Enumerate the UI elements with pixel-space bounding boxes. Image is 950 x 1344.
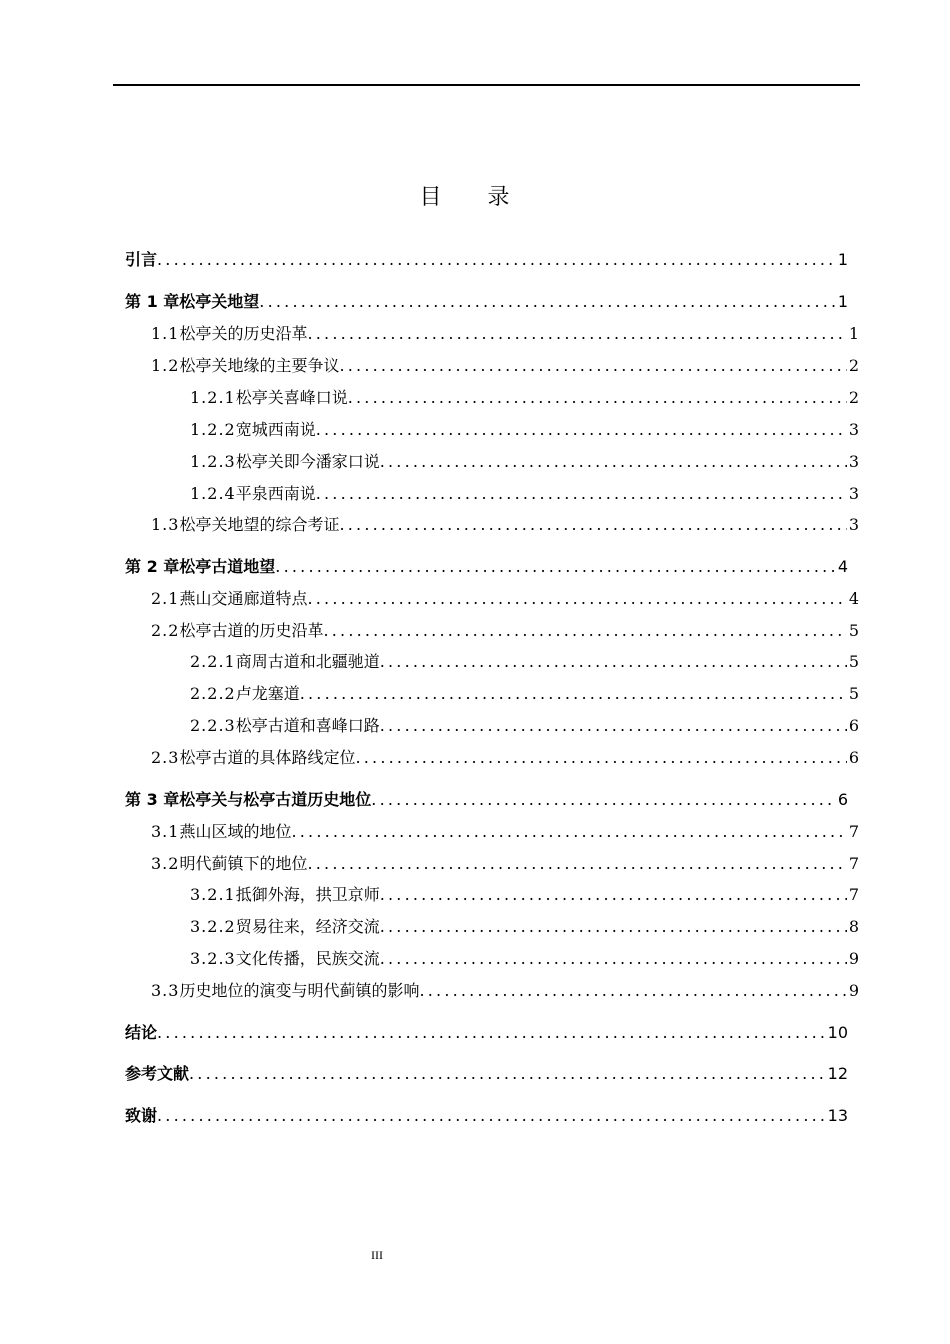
toc-entry-number: 1.1 bbox=[151, 324, 180, 343]
toc-entry-title: 松亭古道地望 bbox=[179, 557, 276, 576]
toc-dot-leader bbox=[189, 1062, 826, 1086]
toc-dot-leader bbox=[371, 788, 836, 812]
toc-entry-number: 2.2 bbox=[151, 621, 180, 640]
toc-dot-leader bbox=[291, 820, 846, 844]
toc-entry-number: 1.2.4 bbox=[190, 484, 236, 503]
toc-entry-number: 3.2.3 bbox=[190, 949, 236, 968]
toc-subsection-entry[interactable] bbox=[190, 482, 859, 506]
toc-entry-title: 松亭关即今潘家口说 bbox=[235, 452, 380, 471]
toc-subsection-entry[interactable] bbox=[190, 915, 859, 939]
toc-entry-page: 13 bbox=[827, 1106, 848, 1125]
toc-entry-title: 松亭古道的历史沿革 bbox=[179, 621, 324, 640]
toc-dot-leader bbox=[380, 915, 847, 939]
toc-dot-leader bbox=[157, 1104, 826, 1128]
toc-dot-leader bbox=[323, 619, 846, 643]
toc-entry-title: 松亭关喜峰口说 bbox=[235, 388, 348, 407]
toc-dot-leader bbox=[380, 883, 847, 907]
toc-section-entry[interactable] bbox=[151, 979, 859, 1003]
toc-chapter-entry[interactable] bbox=[125, 1062, 848, 1086]
toc-dot-leader bbox=[355, 746, 846, 770]
toc-dot-leader bbox=[300, 682, 847, 706]
toc-section-entry[interactable] bbox=[151, 619, 859, 643]
toc-entry-page: 5 bbox=[848, 684, 859, 703]
toc-entry-number: 1.2 bbox=[151, 356, 180, 375]
toc-section-entry[interactable] bbox=[151, 746, 859, 770]
toc-subsection-entry[interactable] bbox=[190, 386, 859, 410]
toc-entry-number: 1.3 bbox=[151, 515, 180, 534]
toc-subsection-entry[interactable] bbox=[190, 883, 859, 907]
toc-entry-number: 2.2.2 bbox=[190, 684, 236, 703]
toc-entry-page: 1 bbox=[848, 324, 859, 343]
toc-section-entry[interactable] bbox=[151, 820, 859, 844]
toc-dot-leader bbox=[339, 513, 846, 537]
toc-dot-leader bbox=[316, 482, 847, 506]
toc-entry-title: 宽城西南说 bbox=[235, 420, 316, 439]
toc-entry-number: 2.3 bbox=[151, 748, 180, 767]
toc-entry-number: 第 1 章 bbox=[125, 292, 180, 311]
toc-dot-leader bbox=[380, 947, 847, 971]
toc-entry-page: 6 bbox=[837, 790, 848, 809]
toc-entry-page: 9 bbox=[848, 949, 859, 968]
toc-subsection-entry[interactable] bbox=[190, 650, 859, 674]
toc-entry-page: 3 bbox=[848, 515, 859, 534]
toc-entry-title: 商周古道和北疆驰道 bbox=[235, 652, 380, 671]
toc-chapter-entry[interactable] bbox=[125, 290, 848, 314]
page-number: III bbox=[371, 1248, 383, 1262]
toc-entry-page: 7 bbox=[848, 822, 859, 841]
toc-title: 目录 bbox=[419, 185, 556, 210]
toc-entry-page: 4 bbox=[837, 557, 848, 576]
toc-entry-title: 松亭关的历史沿革 bbox=[179, 324, 308, 343]
toc-dot-leader bbox=[339, 354, 846, 378]
toc-dot-leader bbox=[157, 248, 836, 272]
toc-entry-title: 贸易往来，经济交流 bbox=[235, 917, 380, 936]
toc-entry-number: 3.1 bbox=[151, 822, 180, 841]
toc-subsection-entry[interactable] bbox=[190, 714, 859, 738]
toc-chapter-entry[interactable] bbox=[125, 248, 848, 272]
toc-entry-page: 12 bbox=[827, 1064, 848, 1083]
toc-chapter-entry[interactable] bbox=[125, 1104, 848, 1128]
toc-entry-page: 3 bbox=[848, 484, 859, 503]
toc-entry-title: 燕山区域的地位 bbox=[179, 822, 292, 841]
toc-dot-leader bbox=[316, 418, 847, 442]
toc-entry-page: 1 bbox=[837, 250, 848, 269]
toc-section-entry[interactable] bbox=[151, 513, 859, 537]
toc-entry-title: 参考文献 bbox=[125, 1064, 190, 1083]
toc-entry-title: 明代蓟镇下的地位 bbox=[179, 854, 308, 873]
toc-section-entry[interactable] bbox=[151, 852, 859, 876]
toc-subsection-entry[interactable] bbox=[190, 947, 859, 971]
toc-dot-leader bbox=[275, 555, 836, 579]
toc-entry-number: 2.2.1 bbox=[190, 652, 236, 671]
toc-entry-title: 抵御外海，拱卫京师 bbox=[235, 885, 380, 904]
toc-entry-number: 第 2 章 bbox=[125, 557, 180, 576]
toc-entry-page: 9 bbox=[848, 981, 859, 1000]
toc-entry-page: 8 bbox=[848, 917, 859, 936]
toc-entry-title: 平泉西南说 bbox=[235, 484, 316, 503]
toc-subsection-entry[interactable] bbox=[190, 682, 859, 706]
toc-chapter-entry[interactable] bbox=[125, 1021, 848, 1045]
toc-subsection-entry[interactable] bbox=[190, 450, 859, 474]
toc-entry-number: 1.2.1 bbox=[190, 388, 236, 407]
toc-entry-title: 松亭古道的具体路线定位 bbox=[179, 748, 356, 767]
toc-dot-leader bbox=[157, 1021, 826, 1045]
toc-entry-title: 燕山交通廊道特点 bbox=[179, 589, 308, 608]
toc-entry-title: 历史地位的演变与明代蓟镇的影响 bbox=[179, 981, 420, 1000]
toc-entry-page: 7 bbox=[848, 885, 859, 904]
toc-entry-title: 松亭关地缘的主要争议 bbox=[179, 356, 340, 375]
toc-section-entry[interactable] bbox=[151, 322, 859, 346]
toc-entry-number: 3.3 bbox=[151, 981, 180, 1000]
toc-entry-number: 3.2.2 bbox=[190, 917, 236, 936]
toc-subsection-entry[interactable] bbox=[190, 418, 859, 442]
toc-entry-page: 3 bbox=[848, 420, 859, 439]
toc-dot-leader bbox=[380, 714, 847, 738]
toc-entry-page: 2 bbox=[848, 388, 859, 407]
toc-entry-page: 1 bbox=[837, 292, 848, 311]
toc-entry-title: 松亭古道和喜峰口路 bbox=[235, 716, 380, 735]
toc-dot-leader bbox=[259, 290, 836, 314]
toc-entry-page: 2 bbox=[848, 356, 859, 375]
toc-entry-title: 松亭关地望 bbox=[179, 292, 260, 311]
toc-dot-leader bbox=[348, 386, 847, 410]
toc-dot-leader bbox=[419, 979, 846, 1003]
toc-entry-page: 10 bbox=[827, 1023, 848, 1042]
toc-entry-number: 1.2.2 bbox=[190, 420, 236, 439]
toc-entry-title: 结论 bbox=[125, 1023, 158, 1042]
toc-dot-leader bbox=[307, 587, 846, 611]
header-rule bbox=[113, 84, 860, 86]
toc-entry-page: 5 bbox=[848, 652, 859, 671]
toc-dot-leader bbox=[307, 322, 846, 346]
toc-entry-page: 3 bbox=[848, 452, 859, 471]
toc-entry-title: 致谢 bbox=[125, 1106, 158, 1125]
toc-entry-title: 松亭关地望的综合考证 bbox=[179, 515, 340, 534]
toc-entry-page: 4 bbox=[848, 589, 859, 608]
toc-entry-number: 2.1 bbox=[151, 589, 180, 608]
toc-entry-number: 1.2.3 bbox=[190, 452, 236, 471]
toc-entry-title: 卢龙塞道 bbox=[235, 684, 300, 703]
toc-entry-page: 5 bbox=[848, 621, 859, 640]
toc-dot-leader bbox=[380, 650, 847, 674]
toc-entry-page: 7 bbox=[848, 854, 859, 873]
toc-section-entry[interactable] bbox=[151, 354, 859, 378]
toc-entry-title: 文化传播，民族交流 bbox=[235, 949, 380, 968]
toc-entry-title: 引言 bbox=[125, 250, 158, 269]
toc-section-entry[interactable] bbox=[151, 587, 859, 611]
toc-entry-page: 6 bbox=[848, 716, 859, 735]
toc-entry-number: 3.2 bbox=[151, 854, 180, 873]
toc-dot-leader bbox=[380, 450, 847, 474]
toc-entry-page: 6 bbox=[848, 748, 859, 767]
toc-dot-leader bbox=[307, 852, 846, 876]
toc-chapter-entry[interactable] bbox=[125, 788, 848, 812]
toc-entry-number: 2.2.3 bbox=[190, 716, 236, 735]
toc-entry-number: 第 3 章 bbox=[125, 790, 180, 809]
toc-chapter-entry[interactable] bbox=[125, 555, 848, 579]
toc-entry-title: 松亭关与松亭古道历史地位 bbox=[179, 790, 372, 809]
toc-entry-number: 3.2.1 bbox=[190, 885, 236, 904]
